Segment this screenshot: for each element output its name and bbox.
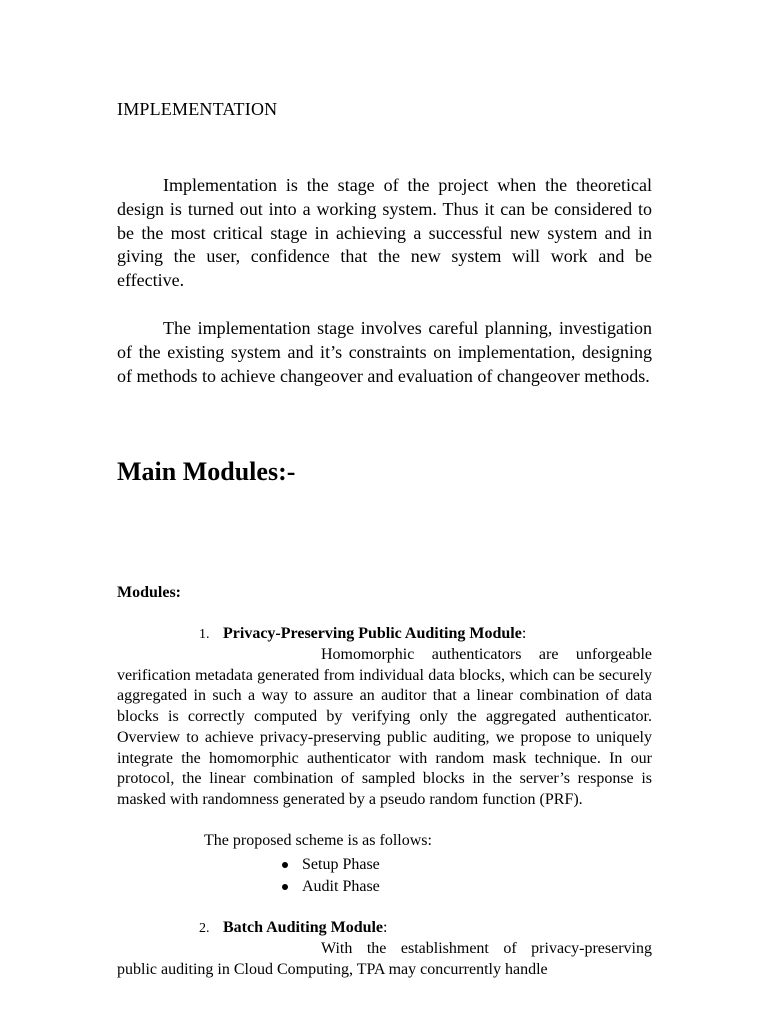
module-2-colon: :	[383, 919, 388, 936]
phase-label: Audit Phase	[302, 878, 380, 895]
phase-list	[276, 854, 380, 898]
section-title: IMPLEMENTATION	[117, 99, 278, 119]
intro-paragraph-2: The implementation stage involves careful planning, investigation of the existing system and it’s constraints on implementation, designing of methods to achieve changeover and evaluation of changeover methods.	[117, 318, 652, 386]
phase-label: Setup Phase	[302, 856, 380, 873]
module-2-title-row	[199, 919, 387, 937]
bullet-icon	[282, 862, 288, 868]
list-item	[276, 854, 380, 876]
module-1-body: Homomorphic authenticators are unforgeable verification metadata generated from individual data blocks, which can be securely aggregated in such a way to assure an auditor that a linear combination of data blocks is correctly computed by verifying only the aggregated authenticator. Overview to achieve privacy-preserving public auditing, we propose to uniquely integrate the homomorphic authenticator with random mask technique. In our protocol, the linear combination of sampled blocks in the server’s response is masked with randomness generated by a pseudo random function (PRF).	[117, 646, 652, 808]
module-1-number: 1.	[199, 627, 210, 642]
main-modules-heading: Main Modules:-	[117, 457, 296, 486]
module-1-scheme-intro: The proposed scheme is as follows:	[204, 832, 432, 849]
list-item	[276, 876, 380, 898]
modules-label: Modules:	[117, 584, 181, 601]
module-1-colon: :	[521, 625, 527, 642]
intro-paragraph-1: Implementation is the stage of the project when the theoretical design is turned out into a working system. Thus it can be considered to be the most critical stage in achieving a successful new system and in giving the user, confidence that the new system will work and be effective.	[117, 175, 652, 291]
module-2-title: Batch Auditing Module	[223, 919, 384, 936]
module-1-title-row	[199, 625, 526, 643]
module-2-body: With the establishment of privacy-preserving public auditing in Cloud Computing, TPA may concurrently handle	[117, 940, 652, 978]
module-1-title: Privacy-Preserving Public Auditing Module	[223, 625, 522, 642]
module-2-number: 2.	[199, 921, 210, 936]
bullet-icon	[282, 884, 288, 890]
